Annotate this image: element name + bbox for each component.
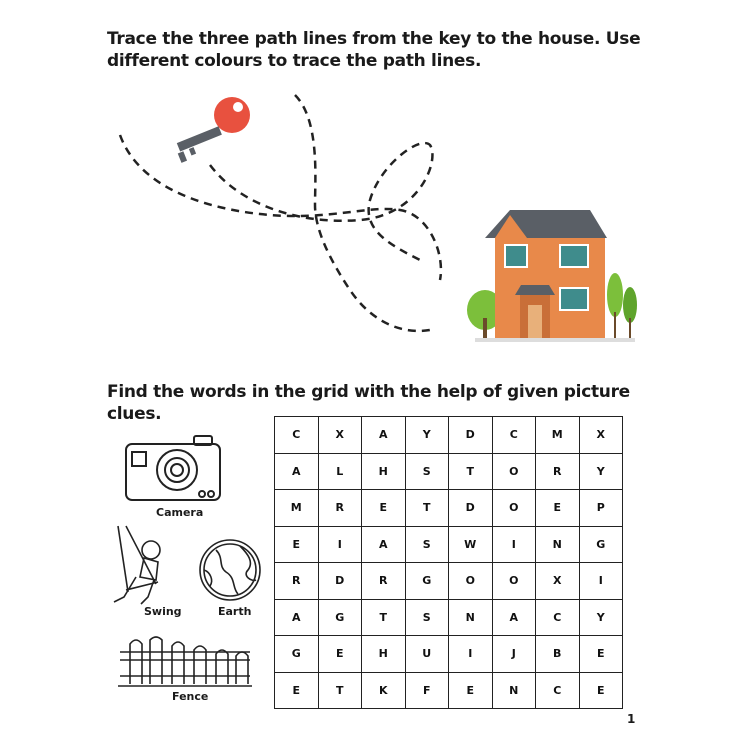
grid-cell[interactable]: W [449, 526, 493, 563]
grid-cell[interactable]: I [492, 526, 536, 563]
grid-cell[interactable]: H [362, 636, 406, 673]
grid-cell[interactable]: O [492, 490, 536, 527]
path-line-2 [295, 95, 430, 331]
grid-cell[interactable]: C [536, 599, 580, 636]
grid-cell[interactable]: N [449, 599, 493, 636]
house-icon [467, 210, 637, 342]
grid-cell[interactable]: A [492, 599, 536, 636]
grid-row [275, 417, 623, 454]
grid-cell[interactable]: M [536, 417, 580, 454]
grid-cell[interactable]: E [536, 490, 580, 527]
grid-row [275, 453, 623, 490]
trace-instruction: Trace the three path lines from the key to the house. Use different colours to trace the path lines. [107, 29, 641, 71]
grid-cell[interactable]: Y [405, 417, 449, 454]
grid-cell[interactable]: G [318, 599, 362, 636]
grid-row [275, 490, 623, 527]
grid-cell[interactable]: X [318, 417, 362, 454]
path-lines [120, 95, 441, 331]
grid-cell[interactable]: E [579, 672, 623, 709]
grid-cell[interactable]: N [492, 672, 536, 709]
wordsearch-instruction: Find the words in the grid with the help of given picture clues. [107, 382, 630, 424]
grid-cell[interactable]: E [449, 672, 493, 709]
grid-cell[interactable]: R [318, 490, 362, 527]
swing-icon [106, 522, 181, 608]
grid-cell[interactable]: A [362, 417, 406, 454]
grid-cell[interactable]: A [275, 453, 319, 490]
grid-cell[interactable]: B [536, 636, 580, 673]
key-icon [177, 97, 250, 163]
grid-cell[interactable]: E [275, 672, 319, 709]
grid-cell[interactable]: G [405, 563, 449, 600]
path-line-1 [120, 135, 441, 280]
grid-cell[interactable]: O [492, 563, 536, 600]
grid-cell[interactable]: P [579, 490, 623, 527]
grid-cell[interactable]: X [579, 417, 623, 454]
grid-row [275, 636, 623, 673]
grid-cell[interactable]: E [579, 636, 623, 673]
fence-icon [118, 634, 254, 690]
grid-cell[interactable]: U [405, 636, 449, 673]
grid-cell[interactable]: I [318, 526, 362, 563]
grid-cell[interactable]: O [492, 453, 536, 490]
grid-cell[interactable]: E [362, 490, 406, 527]
grid-cell[interactable]: D [449, 490, 493, 527]
grid-cell[interactable]: C [275, 417, 319, 454]
camera-icon [122, 432, 226, 504]
grid-cell[interactable]: I [579, 563, 623, 600]
grid-cell[interactable]: N [536, 526, 580, 563]
grid-cell[interactable]: A [275, 599, 319, 636]
grid-cell[interactable]: E [275, 526, 319, 563]
grid-cell[interactable]: O [449, 563, 493, 600]
grid-cell[interactable]: F [405, 672, 449, 709]
earth-icon [196, 536, 264, 604]
grid-cell[interactable]: T [318, 672, 362, 709]
grid-cell[interactable]: X [536, 563, 580, 600]
grid-cell[interactable]: H [362, 453, 406, 490]
word-search-grid [274, 416, 623, 709]
grid-cell[interactable]: C [536, 672, 580, 709]
grid-cell[interactable]: D [449, 417, 493, 454]
grid-cell[interactable]: S [405, 599, 449, 636]
clue-label-swing: Swing [144, 605, 182, 618]
grid-cell[interactable]: D [318, 563, 362, 600]
grid-row [275, 599, 623, 636]
grid-cell[interactable]: J [492, 636, 536, 673]
grid-cell[interactable]: S [405, 526, 449, 563]
grid-cell[interactable]: A [362, 526, 406, 563]
grid-cell[interactable]: Y [579, 599, 623, 636]
grid-cell[interactable]: G [275, 636, 319, 673]
grid-cell[interactable]: S [405, 453, 449, 490]
grid-cell[interactable]: I [449, 636, 493, 673]
page-number: 1 [627, 712, 636, 726]
grid-cell[interactable]: R [275, 563, 319, 600]
grid-cell[interactable]: T [449, 453, 493, 490]
grid-row [275, 563, 623, 600]
clue-label-earth: Earth [218, 605, 252, 618]
trace-activity-area [100, 90, 660, 350]
grid-cell[interactable]: E [318, 636, 362, 673]
clue-label-fence: Fence [172, 690, 209, 703]
grid-cell[interactable]: C [492, 417, 536, 454]
grid-cell[interactable]: L [318, 453, 362, 490]
grid-row [275, 672, 623, 709]
grid-row [275, 526, 623, 563]
grid-cell[interactable]: T [405, 490, 449, 527]
grid-cell[interactable]: G [579, 526, 623, 563]
grid-cell[interactable]: K [362, 672, 406, 709]
grid-cell[interactable]: T [362, 599, 406, 636]
grid-cell[interactable]: R [536, 453, 580, 490]
grid-cell[interactable]: Y [579, 453, 623, 490]
grid-cell[interactable]: R [362, 563, 406, 600]
grid-cell[interactable]: M [275, 490, 319, 527]
clue-label-camera: Camera [156, 506, 204, 519]
path-line-3 [210, 143, 432, 260]
